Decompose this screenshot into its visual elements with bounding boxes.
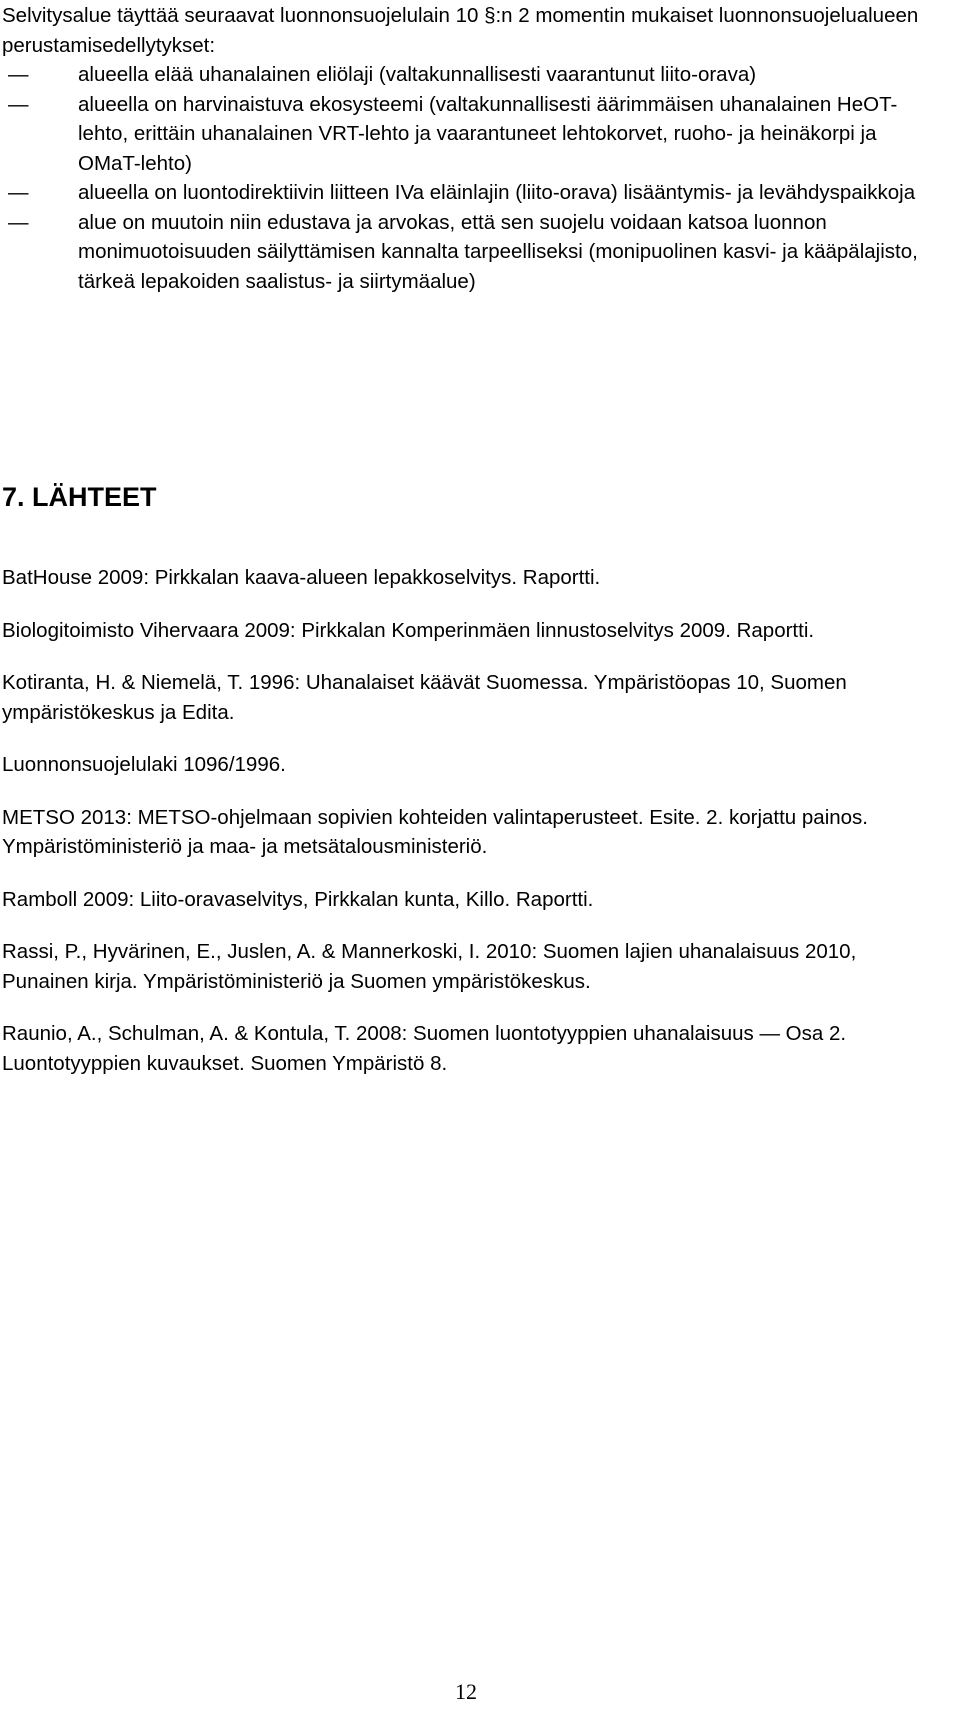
criteria-item — [2, 178, 932, 208]
reference-entry: Luonnonsuojelulaki 1096/1996. — [2, 753, 286, 776]
reference-entry: BatHouse 2009: Pirkkalan kaava-alueen lepakkoselvitys. Raportti. — [2, 566, 601, 589]
reference-entry: Kotiranta, H. & Niemelä, T. 1996: Uhanalaiset käävät Suomessa. Ympäristöopas 10, Suomen ympäristökeskus ja Edita. — [2, 671, 847, 724]
section-heading: 7. LÄHTEET — [2, 482, 157, 512]
reference-entry: Biologitoimisto Vihervaara 2009: Pirkkalan Komperinmäen linnustoselvitys 2009. Raportti. — [2, 618, 815, 642]
criteria-list — [2, 60, 932, 296]
dash-bullet: — — [8, 63, 29, 86]
reference-entry: Raunio, A., Schulman, A. & Kontula, T. 2008: Suomen luontotyyppien uhanalaisuus — Osa 2. Luontotyyppien kuvaukset. Suomen Ympäristö 8. — [2, 1022, 847, 1075]
criteria-item — [2, 90, 932, 179]
criteria-text: alueella elää uhanalainen eliölaji (valtakunnallisesti vaarantunut liito-orava) — [78, 63, 757, 86]
dash-bullet: — — [8, 181, 29, 204]
reference-entry: Ramboll 2009: Liito-oravaselvitys, Pirkkalan kunta, Killo. Raportti. — [2, 887, 594, 911]
criteria-item — [2, 60, 932, 90]
page-number: 12 — [455, 1679, 477, 1704]
criteria-item — [2, 208, 932, 297]
dash-bullet: — — [8, 210, 29, 234]
criteria-text: alueella on harvinaistuva ekosysteemi (valtakunnallisesti äärimmäisen uhanalainen HeOT-lehto, erittäin uhanalainen VRT-lehto ja vaarantuneet lehtokorvet, ruoho- ja heinäkorpi ja OMaT-lehto) — [78, 92, 898, 175]
reference-entry: Rassi, P., Hyvärinen, E., Juslen, A. & Mannerkoski, I. 2010: Suomen lajien uhanalaisuus 2010, Punainen kirja. Ympäristöministeriö ja Suomen ympäristökeskus. — [2, 940, 857, 993]
references-list — [2, 563, 932, 1101]
reference-entry: METSO 2013: METSO-ohjelmaan sopivien kohteiden valintaperusteet. Esite. 2. korjattu painos. Ympäristöministeriö ja maa- ja metsätalousministeriö. — [2, 805, 869, 858]
dash-bullet: — — [8, 92, 29, 116]
criteria-text: alueella on luontodirektiivin liitteen IVa eläinlajin (liito-orava) lisääntymis- ja levähdyspaikkoja — [78, 181, 916, 204]
intro-paragraph: Selvitysalue täyttää seuraavat luonnonsuojelulain 10 §:n 2 momentin mukaiset luonnonsuojelualueen perustamisedellytykset: — [2, 4, 919, 57]
document-page — [2, 0, 932, 1075]
criteria-text: alue on muutoin niin edustava ja arvokas, että sen suojelu voidaan katsoa luonnon monimuotoisuuden säilyttämisen kannalta tarpeelliseksi (monipuolinen kasvi- ja kääpälajisto, tärkeä lepakoiden saalistus- ja siirtymäalue) — [78, 210, 918, 293]
